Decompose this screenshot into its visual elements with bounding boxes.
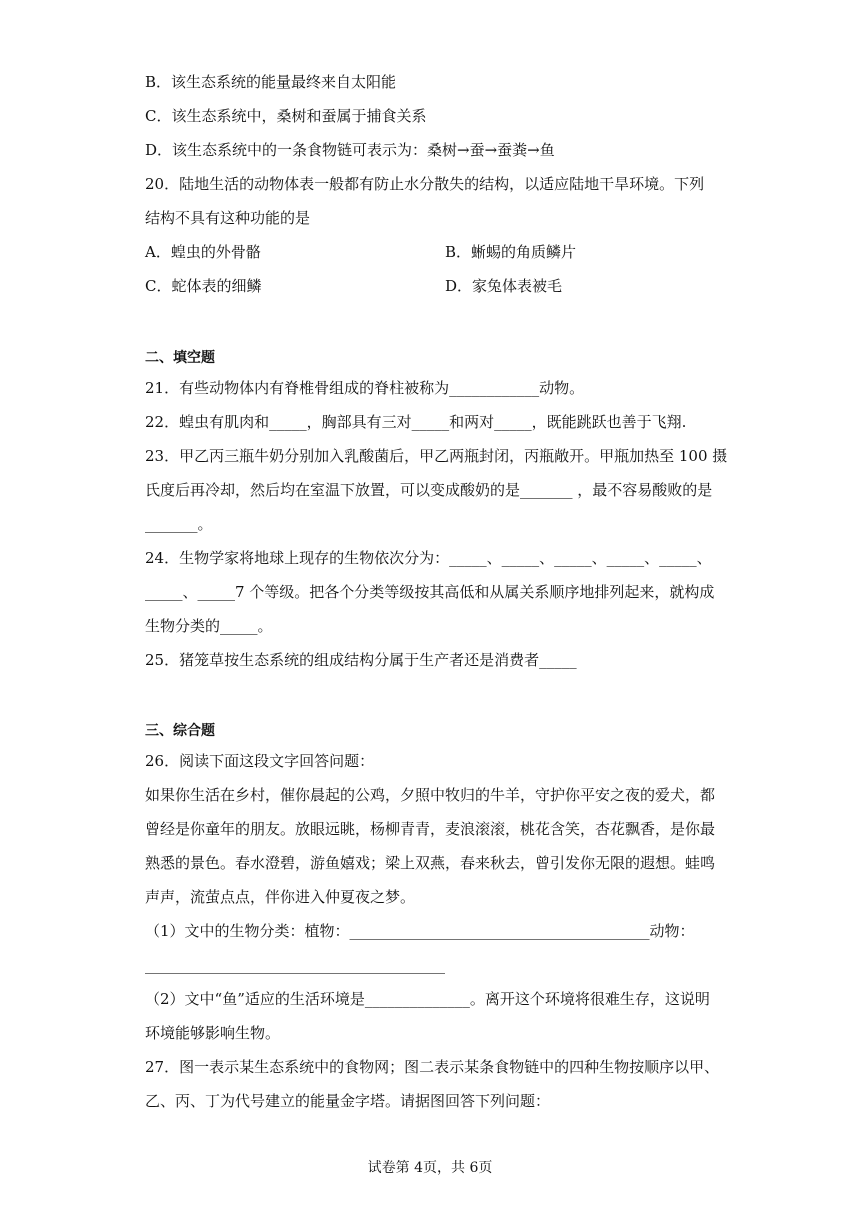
q20-option-d: D．家兔体表被毛 [445, 277, 563, 295]
q26-stem: 26．阅读下面这段文字回答问题： [145, 752, 375, 770]
q25: 25．猪笼草按生态系统的组成结构分属于生产者还是消费者_____ [145, 651, 577, 669]
q20-option-b: B．蜥蜴的角质鳞片 [445, 243, 577, 261]
q26-sub1-line2: ________________________________________ [145, 956, 445, 974]
q26-passage-line3: 熟悉的景色。春水澄碧，游鱼嬉戏；梁上双燕，春来秋去，曾引发你无限的遐想。蛙鸣 [145, 854, 716, 872]
section2-title: 二、填空题 [145, 350, 215, 366]
q24-line1: 24．生物学家将地球上现存的生物依次分为：_____、_____、_____、_____、_____、 [145, 549, 712, 567]
q26-sub2-line1: （2）文中“鱼”适应的生活环境是______________。离开这个环境将很难生存，这说明 [145, 990, 710, 1008]
q26-passage-line4: 声声，流萤点点，伴你进入仲夏夜之梦。 [145, 888, 416, 906]
q26-sub1-line1: （1）文中的生物分类：植物：________________________________________动物： [145, 922, 695, 940]
q24-line2: _____、_____7 个等级。把各个分类等级按其高低和从属关系顺序地排列起来，就构成 [145, 583, 715, 601]
q23-line2: 氏度后再冷却，然后均在室温下放置，可以变成酸奶的是_______ ，最不容易酸败的是 [145, 481, 713, 499]
q27-line2: 乙、丙、丁为代号建立的能量金字塔。请据图回答下列问题： [145, 1092, 551, 1110]
q26-passage-line2: 曾经是你童年的朋友。放眼远眺，杨柳青青，麦浪滚滚，桃花含笑，杏花飘香，是你最 [145, 820, 716, 838]
q22: 22．蝗虫有肌肉和_____，胸部具有三对_____和两对_____，既能跳跃也善于飞翔. [145, 413, 687, 431]
q19-option-c: C．该生态系统中，桑树和蚕属于捕食关系 [145, 107, 427, 125]
q24-line3: 生物分类的_____。 [145, 617, 273, 635]
q20-stem-line2: 结构不具有这种功能的是 [145, 209, 311, 227]
q26-sub2-line2: 环境能够影响生物。 [145, 1024, 281, 1042]
q20-stem-line1: 20．陆地生活的动物体表一般都有防止水分散失的结构，以适应陆地干旱环境。下列 [145, 175, 705, 193]
q19-option-b: B．该生态系统的能量最终来自太阳能 [145, 73, 397, 91]
q21: 21．有些动物体内有脊椎骨组成的脊柱被称为____________动物。 [145, 379, 585, 397]
q20-option-a: A．蝗虫的外骨骼 [145, 243, 261, 261]
page-footer: 试卷第 4页，共 6页 [367, 1160, 493, 1176]
q26-passage-line1: 如果你生活在乡村，催你晨起的公鸡，夕照中牧归的牛羊，守护你平安之夜的爱犬，都 [145, 786, 716, 804]
q23-line3: _______。 [145, 515, 213, 533]
q23-line1: 23．甲乙丙三瓶牛奶分别加入乳酸菌后，甲乙两瓶封闭，丙瓶敞开。甲瓶加热至 100 摄 [145, 447, 728, 465]
section3-title: 三、综合题 [145, 723, 215, 739]
q20-option-c: C．蛇体表的细鳞 [145, 277, 262, 295]
q27-line1: 27．图一表示某生态系统中的食物网；图二表示某条食物链中的四种生物按顺序以甲、 [145, 1058, 720, 1076]
q19-option-d: D．该生态系统中的一条食物链可表示为：桑树→蚕→蚕粪→鱼 [145, 141, 555, 159]
